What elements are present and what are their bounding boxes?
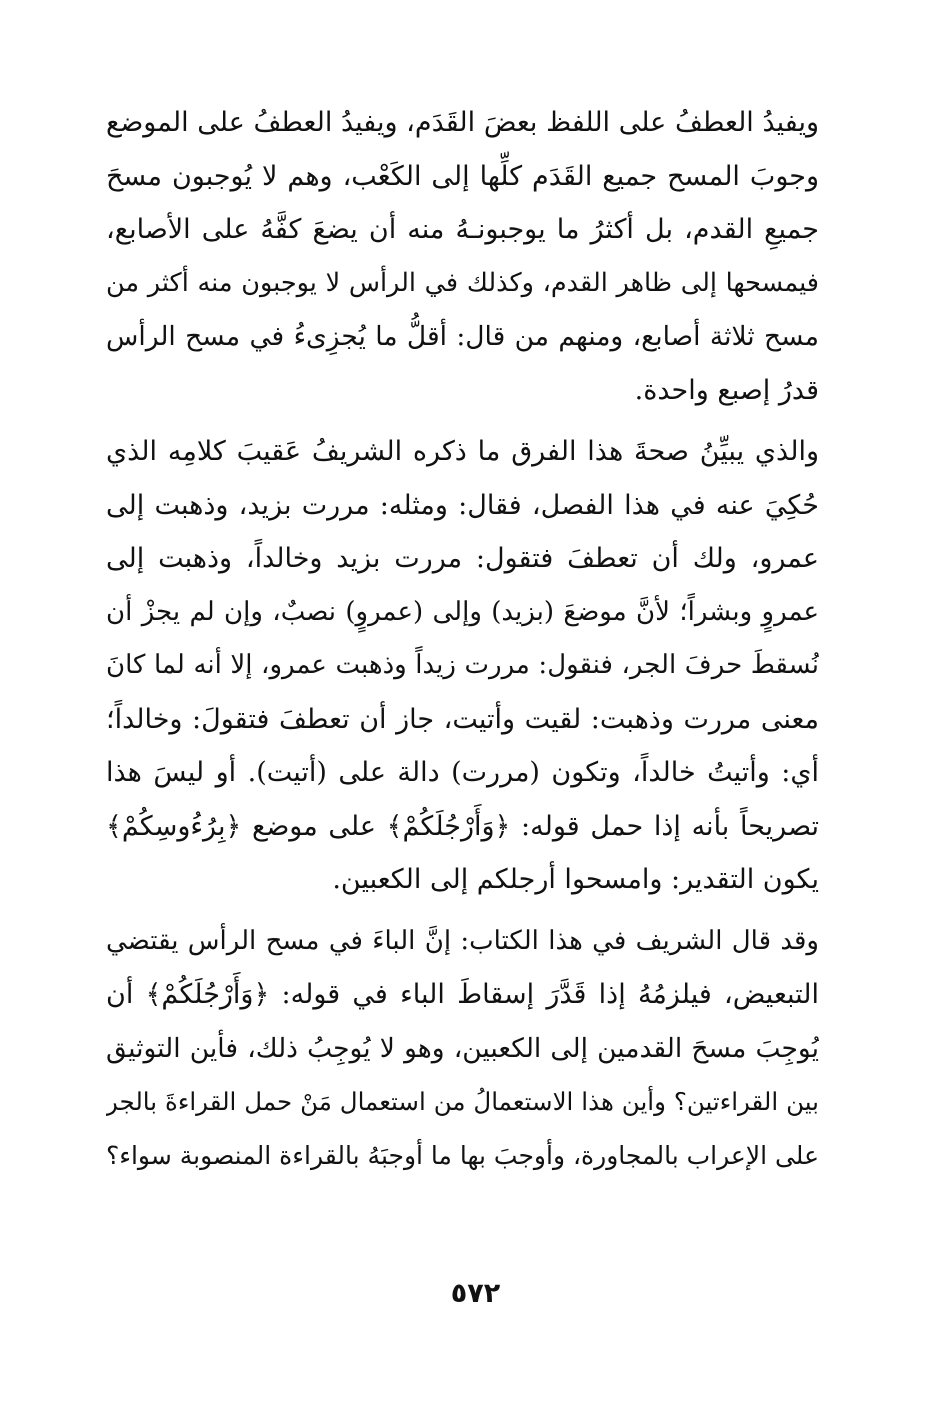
text-line: والذي يبيِّنُ صحةَ هذا الفرق ما ذكره الشريفُ عَقيبَ كلامِه الذي (106, 436, 819, 467)
text-line: يُوجِبَ مسحَ القدمين إلى الكعبين، وهو لا يُوجِبُ ذلك، فأين التوثيق (106, 1032, 819, 1064)
text-line: جميعِ القدم، بل أكثرُ ما يوجبونـهُ منه أن يضعَ كفَّهُ على الأصابع، (106, 214, 819, 245)
text-line: فيمسحها إلى ظاهر القدم، وكذلك في الرأس لا يوجبون منه أكثر من (106, 267, 819, 298)
text-line: قدرُ إصبع واحدة. (634, 374, 819, 406)
text-line: ويفيدُ العطفُ على اللفظ بعضَ القَدَم، ويفيدُ العطفُ على الموضع (106, 107, 819, 138)
text-line: يكون التقدير: وامسحوا أرجلكم إلى الكعبين. (332, 864, 819, 895)
body-text (106, 96, 819, 1182)
text-line: التبعيض، فيلزمُهُ إذا قَدَّرَ إسقاطَ الباء في قوله: ﴿وَأَرْجُلَكُمْ﴾ أن (106, 979, 819, 1010)
text-line: حُكِيَ عنه في هذا الفصل، فقال: ومثله: مررت بزيد، وذهبت إلى (106, 489, 819, 521)
paragraph-2 (106, 425, 819, 907)
paragraph-1 (106, 96, 819, 417)
text-line: عمروٍ وبشراً؛ لأنَّ موضعَ (بزيد) وإلى (عمروٍ) نصبٌ، وإن لم يجزْ أن (106, 596, 819, 627)
text-line: بين القراءتين؟ وأين هذا الاستعمالُ من استعمال مَنْ حمل القراءةَ بالجر (106, 1087, 819, 1116)
text-line: وقد قال الشريف في هذا الكتاب: إنَّ الباءَ في مسح الرأس يقتضي (106, 925, 819, 956)
text-line: على الإعراب بالمجاورة، وأوجبَ بها ما أوجبَهُ بالقراءة المنصوبة سواء؟ (106, 1140, 819, 1170)
text-line: نُسقطَ حرفَ الجر، فنقول: مررت زيداً وذهبت عمرو، إلا أنه لما كانَ (106, 650, 819, 680)
page-number: ٥٧٢ (450, 1278, 501, 1309)
text-line: تصريحاً بأنه إذا حمل قوله: ﴿وَأَرْجُلَكُمْ﴾ على موضع ﴿بِرُءُوسِكُمْ﴾ (106, 810, 819, 842)
text-line: عمرو، ولك أن تعطفَ فتقول: مررت بزيد وخالداً، وذهبت إلى (106, 543, 819, 574)
text-line: وجوبَ المسح جميع القَدَم كلِّها إلى الكَعْب، وهم لا يُوجبون مسحَ (106, 160, 819, 192)
paragraph-3 (106, 915, 819, 1183)
text-line: أي: وأتيتُ خالداً، وتكون (مررت) دالة على (أتيت). أو ليسَ هذا (106, 757, 819, 788)
text-line: معنى مررت وذهبت: لقيت وأتيت، جاز أن تعطفَ فتقولَ: وخالداً؛ (106, 703, 819, 735)
text-line: مسح ثلاثة أصابع، ومنهم من قال: أقلُّ ما يُجزِىءُ في مسح الرأس (106, 321, 819, 352)
